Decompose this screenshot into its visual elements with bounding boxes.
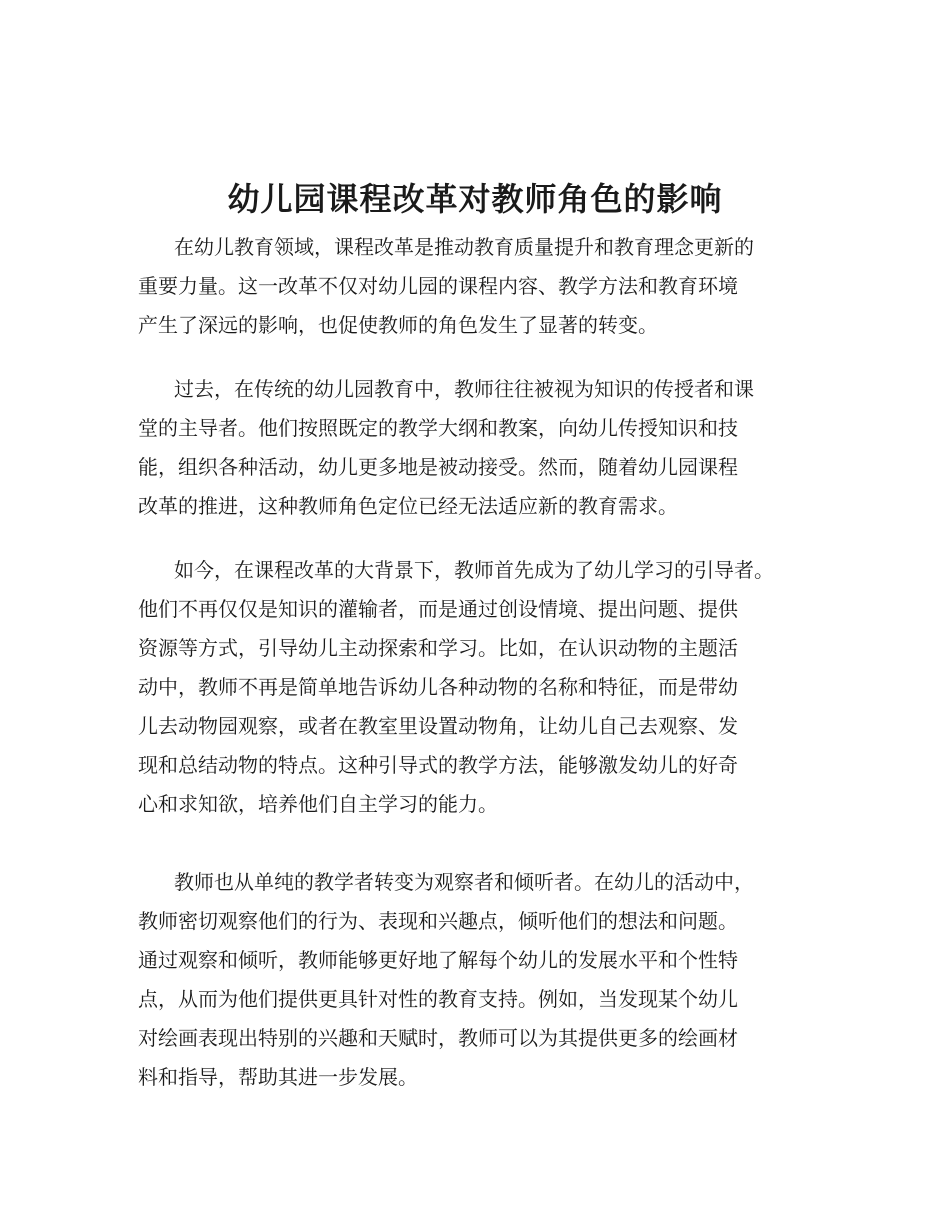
paragraph-2	[138, 370, 828, 526]
paragraph-line: 动中，教师不再是简单地告诉幼儿各种动物的名称和特征，而是带幼	[138, 675, 738, 699]
paragraph-line: 能，组织各种活动，幼儿更多地是被动接受。然而，随着幼儿园课程	[138, 455, 738, 479]
paragraph-line: 教师也从单纯的教学者转变为观察者和倾听者。在幼儿的活动中，	[174, 870, 754, 894]
paragraph-line: 过去，在传统的幼儿园教育中，教师往往被视为知识的传授者和课	[174, 377, 754, 401]
paragraph-line: 教师密切观察他们的行为、表现和兴趣点，倾听他们的想法和问题。	[138, 909, 738, 933]
paragraph-line: 改革的推进，这种教师角色定位已经无法适应新的教育需求。	[138, 494, 678, 518]
paragraph-line: 对绘画表现出特别的兴趣和天赋时，教师可以为其提供更多的绘画材	[138, 1026, 738, 1050]
paragraph-line: 堂的主导者。他们按照既定的教学大纲和教案，向幼儿传授知识和技	[138, 416, 738, 440]
paragraph-line: 儿去动物园观察，或者在教室里设置动物角，让幼儿自己去观察、发	[138, 714, 738, 738]
paragraph-line: 他们不再仅仅是知识的灌输者，而是通过创设情境、提出问题、提供	[138, 597, 738, 621]
paragraph-4	[138, 863, 828, 1097]
paragraph-line: 如今，在课程改革的大背景下，教师首先成为了幼儿学习的引导者。	[174, 558, 774, 582]
paragraph-line: 料和指导，帮助其进一步发展。	[138, 1065, 418, 1089]
paragraph-line: 点，从而为他们提供更具针对性的教育支持。例如，当发现某个幼儿	[138, 987, 738, 1011]
paragraph-line: 重要力量。这一改革不仅对幼儿园的课程内容、教学方法和教育环境	[138, 274, 738, 298]
paragraph-line: 心和求知欲，培养他们自主学习的能力。	[138, 792, 498, 816]
paragraph-line: 现和总结动物的特点。这种引导式的教学方法，能够激发幼儿的好奇	[138, 753, 738, 777]
paragraph-line: 产生了深远的影响，也促使教师的角色发生了显著的转变。	[138, 313, 658, 337]
paragraph-1	[138, 228, 828, 345]
paragraph-line: 通过观察和倾听，教师能够更好地了解每个幼儿的发展水平和个性特	[138, 948, 738, 972]
paragraph-line: 资源等方式，引导幼儿主动探索和学习。比如，在认识动物的主题活	[138, 636, 738, 660]
paragraph-3	[138, 551, 828, 824]
document-title: 幼儿园课程改革对教师角色的影响	[227, 180, 723, 219]
paragraph-line: 在幼儿教育领域，课程改革是推动教育质量提升和教育理念更新的	[174, 235, 754, 259]
